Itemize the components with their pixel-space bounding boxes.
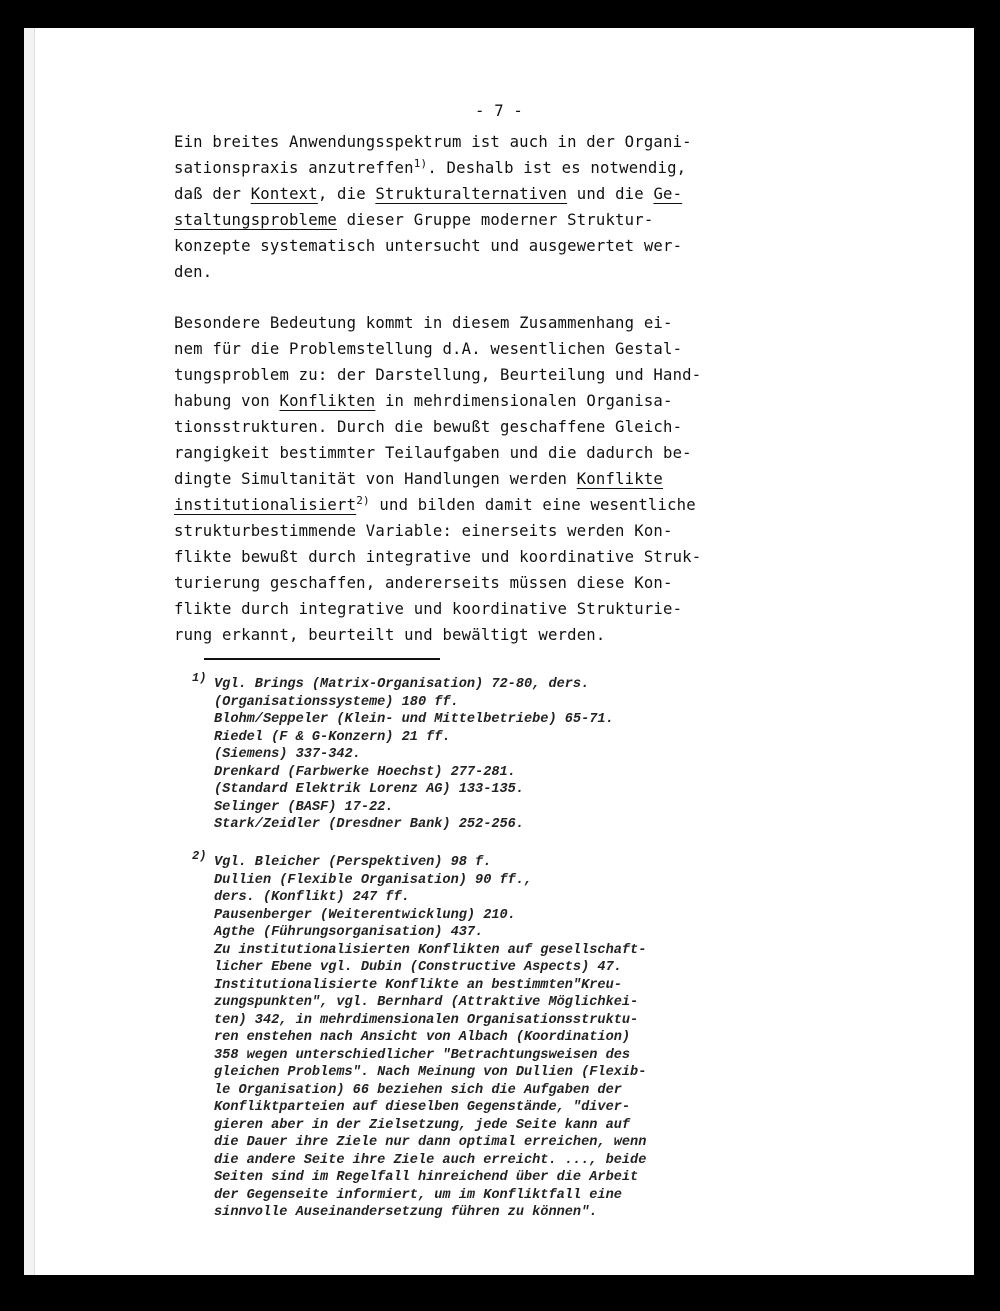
document-page (24, 28, 974, 1275)
footnote-2-marker: 2) (192, 849, 207, 863)
paragraph-1-text-d: und die (567, 185, 654, 203)
paragraph-1 (174, 129, 794, 285)
page-number: - 7 - (475, 102, 523, 120)
footnote-ref-1: 1) (413, 156, 428, 170)
binding-edge (24, 28, 35, 1275)
underlined-kontext: Kontext (250, 185, 318, 203)
paragraph-2-text-a: Besondere Bedeutung kommt in diesem Zusammenhang ei- nem für die Problemstellung d.A. wesentlichen Gestal- tungsproblem zu: der Darstellung, Beurteilung und Hand- habung von (174, 314, 702, 410)
paragraph-2 (174, 310, 794, 648)
footnote-separator (204, 658, 440, 660)
footnote-1 (192, 671, 614, 834)
underlined-strukturalternativen: Strukturalternativen (375, 185, 568, 203)
paragraph-1-text-b: . Deshalb ist es notwendig, daß der (174, 159, 687, 203)
paragraph-1-text-a: Ein breites Anwendungsspektrum ist auch in der Organi- sationspraxis anzutreffen (174, 133, 692, 177)
underlined-konflikte-institutionalisiert: Konflikte institutionalisiert (174, 470, 664, 514)
footnote-1-marker: 1) (192, 671, 207, 685)
underlined-konflikten: Konflikten (279, 392, 376, 410)
underlined-gestaltungsprobleme: Ge- staltungsprobleme (174, 185, 683, 229)
paragraph-1-text-c: , die (317, 185, 376, 203)
footnote-2-text: Vgl. Bleicher (Perspektiven) 98 f. Dullien (Flexible Organisation) 90 ff., ders. (Konflikt) 247 ff. Pausenberger (Weiterentwicklung) 210. Agthe (Führungsorganisation) 437. Zu institutionalisierten Konflikten auf gesellschaft- licher Ebene vgl. Dubin (Constructive Aspects) 47. Institutionalisierte Konflikte an bestimmten"Kreu- zungspunkten", vgl. Bernhard (Attraktive Möglichkei- ten) 342, in mehrdimensionalen Organisationsstruktu- ren enstehen nach Ansicht von Albach (Koordination) 358 wegen unterschiedlicher "Betrachtungsweisen des gleichen Problems". Nach Meinung von Dullien (Flexib- le Organisation) 66 beziehen sich die Aufgaben der Konfliktparteien auf dieselben Gegenstände, "diver- gieren aber in der Zielsetzung, jede Seite kann auf die Dauer ihre Ziele nur dann optimal erreichen, wenn die andere Seite ihre Ziele auch erreicht. ..., beide Seiten sind im Regelfall hinreichend über die Arbeit der Gegenseite informiert, um im Konfliktfall eine sinnvolle Auseinandersetzung führen zu können". (214, 855, 647, 1220)
paragraph-2-text-c: und bilden damit eine wesentliche strukturbestimmende Variable: einerseits werden Kon- flikte bewußt durch integrative und koordinative Struk- turierung geschaffen, andererseits müssen diese Kon- flikte durch integrative und koordinative Strukturie- rung erkannt, beurteilt und bewältigt werden. (174, 496, 702, 644)
paragraph-2-text-b: in mehrdimensionalen Organisa- tionsstrukturen. Durch die bewußt geschaffene Gleich- rangigkeit bestimmter Teilaufgaben und die dadurch be- dingte Simultanität von Handlungen werden (174, 392, 692, 488)
footnote-2 (192, 849, 647, 1222)
footnote-ref-2: 2) (356, 493, 370, 507)
paragraph-1-text-e: dieser Gruppe moderner Struktur- konzepte systematisch untersucht und ausgewertet wer- den. (174, 211, 683, 281)
footnote-1-text: Vgl. Brings (Matrix-Organisation) 72-80, ders. (Organisationssysteme) 180 ff. Blohm/Seppeler (Klein- und Mittelbetriebe) 65-71. Riedel (F & G-Konzern) 21 ff. (Siemens) 337-342. Drenkard (Farbwerke Hoechst) 277-281. (Standard Elektrik Lorenz AG) 133-135. Selinger (BASF) 17-22. Stark/Zeidler (Dresdner Bank) 252-256. (214, 677, 614, 832)
